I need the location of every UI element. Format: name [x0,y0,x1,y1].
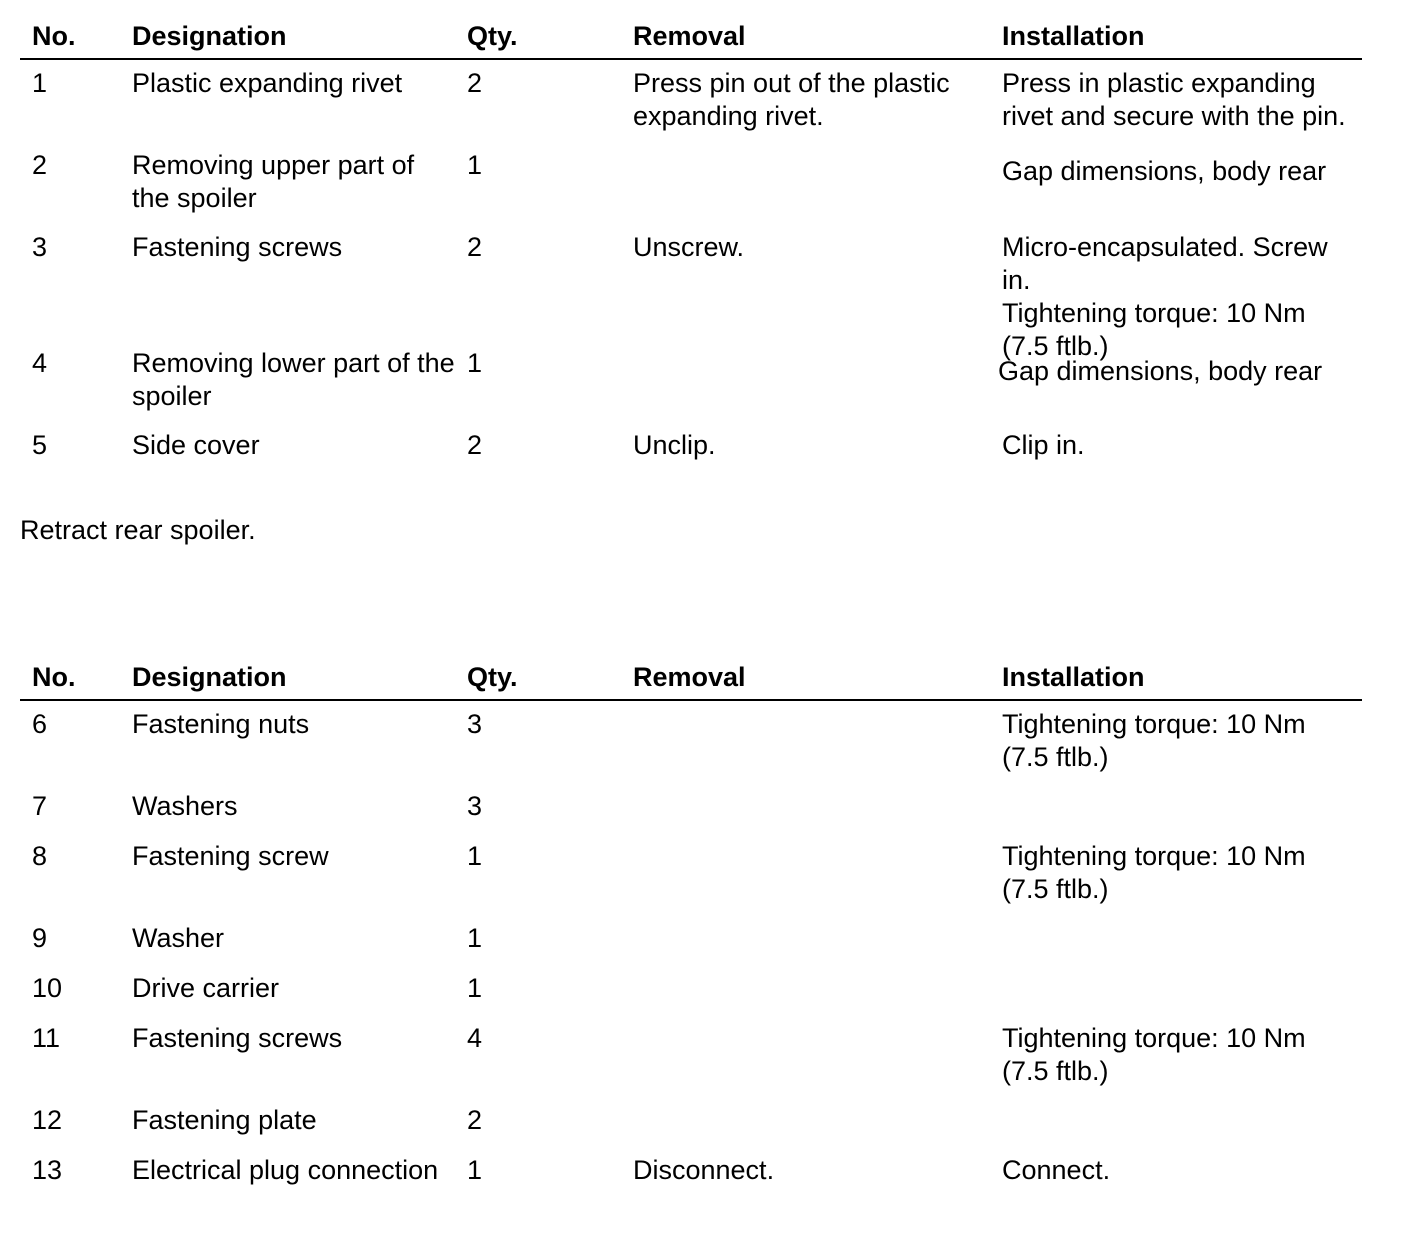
cell-qty: 1 [467,348,483,378]
cell-removal: Press pin out of the plastic expanding rivet. [633,68,950,131]
cell-no: 11 [32,1023,61,1053]
table-row [20,429,1362,479]
cell-no: 1 [32,68,48,98]
table-row [20,67,1362,149]
cell-designation: Side cover [132,430,260,460]
cell-qty: 3 [467,791,483,821]
cell-qty: 1 [467,973,483,1003]
header-installation: Installation [1002,21,1145,51]
table-row [20,1104,1362,1154]
header-removal: Removal [633,21,746,51]
table-row [20,708,1362,790]
cell-designation: Plastic expanding rivet [132,68,403,98]
table-header [20,659,1362,701]
cell-qty: 2 [467,430,483,460]
cell-no: 8 [32,841,48,871]
cell-designation: Drive carrier [132,973,280,1003]
cell-qty: 2 [467,68,483,98]
table-row [20,149,1362,231]
cell-designation: Fastening plate [132,1105,317,1135]
cell-designation: Electrical plug connection [132,1155,439,1185]
cell-qty: 2 [467,232,483,262]
cell-no: 7 [32,791,48,821]
cell-installation: Gap dimensions, body rear [998,356,1323,386]
table-row [20,1022,1362,1104]
cell-qty: 1 [467,923,483,953]
cell-installation: Press in plastic expanding rivet and secure with the pin. [1002,68,1346,131]
cell-no: 2 [32,150,48,180]
table-header [20,18,1362,60]
cell-no: 9 [32,923,48,953]
cell-installation: Tightening torque: 10 Nm (7.5 ftlb.) [1002,1023,1306,1086]
cell-no: 13 [32,1155,63,1185]
header-designation: Designation [132,21,287,51]
table-row [20,347,1362,429]
table-row [20,231,1362,361]
header-no: No. [32,21,76,51]
parts-table-2 [20,659,1362,1204]
table-row [20,1154,1362,1204]
cell-no: 12 [32,1105,63,1135]
header-qty: Qty. [467,662,518,692]
table-row [20,790,1362,840]
header-designation: Designation [132,662,287,692]
cell-designation: Fastening nuts [132,709,310,739]
header-no: No. [32,662,76,692]
cell-qty: 2 [467,1105,483,1135]
cell-installation: Gap dimensions, body rear [1002,156,1327,186]
cell-designation: Fastening screw [132,841,329,871]
cell-no: 5 [32,430,48,460]
cell-designation: Fastening screws [132,232,343,262]
cell-no: 4 [32,348,48,378]
cell-qty: 1 [467,841,483,871]
cell-installation: Clip in. [1002,430,1085,460]
cell-no: 6 [32,709,48,739]
cell-designation: Removing upper part of the spoiler [132,150,415,213]
header-installation: Installation [1002,662,1145,692]
cell-designation: Removing lower part of the spoiler [132,348,455,411]
retract-spoiler-note: Retract rear spoiler. [20,515,256,545]
cell-removal: Unclip. [633,430,716,460]
cell-designation: Washers [132,791,238,821]
table-row [20,972,1362,1022]
table-row [20,922,1362,972]
table-body [20,701,1362,1204]
cell-no: 10 [32,973,63,1003]
cell-qty: 4 [467,1023,483,1053]
header-removal: Removal [633,662,746,692]
header-qty: Qty. [467,21,518,51]
parts-table-1 [20,18,1362,479]
cell-qty: 1 [467,1155,483,1185]
cell-installation: Connect. [1002,1155,1111,1185]
table-body [20,60,1362,479]
cell-designation: Washer [132,923,225,953]
table-row [20,840,1362,922]
cell-installation: Tightening torque: 10 Nm (7.5 ftlb.) [1002,841,1306,904]
cell-removal: Disconnect. [633,1155,775,1185]
cell-removal: Unscrew. [633,232,745,262]
cell-installation: Tightening torque: 10 Nm (7.5 ftlb.) [1002,709,1306,772]
cell-no: 3 [32,232,48,262]
cell-qty: 1 [467,150,483,180]
cell-installation: Micro-encapsulated. Screw in. Tightening torque: 10 Nm (7.5 ftlb.) [1002,232,1328,361]
cell-designation: Fastening screws [132,1023,343,1053]
cell-qty: 3 [467,709,483,739]
